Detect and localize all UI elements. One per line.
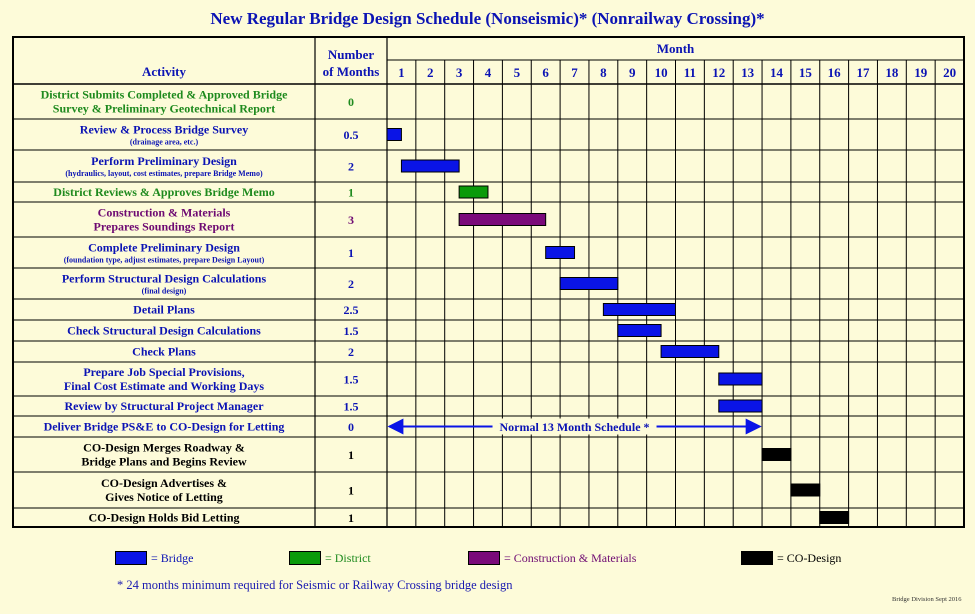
month-tick-label: 15 (798, 65, 812, 80)
legend-bridge-swatch (115, 551, 147, 565)
task-label-line2: Gives Notice of Letting (105, 490, 223, 504)
month-tick-label: 9 (628, 65, 636, 80)
header-month-group: Month (656, 41, 695, 56)
task-label: Check Plans (132, 344, 196, 359)
task-label: District Reviews & Approves Bridge Memo (53, 185, 275, 199)
task-months-value: 1.5 (343, 372, 359, 387)
month-tick-label: 4 (484, 65, 492, 80)
month-tick-label: 10 (654, 65, 668, 80)
task-bar (820, 512, 849, 524)
legend-construction-swatch (468, 551, 500, 565)
task-months-value: 1.5 (343, 399, 359, 414)
legend-construction-label: = Construction & Materials (504, 550, 637, 565)
footnote: * 24 months minimum required for Seismic or Railway Crossing bridge design (117, 578, 513, 592)
task-months-value: 1.5 (343, 324, 359, 338)
task-bar (546, 247, 575, 259)
month-tick-label: 19 (914, 65, 928, 80)
task-sublabel: (foundation type, adjust estimates, prepare Design Layout) (63, 255, 265, 265)
task-months-value: 1 (348, 483, 354, 498)
task-label-line2: Final Cost Estimate and Working Days (63, 379, 265, 393)
task-months-value: 1 (348, 448, 354, 462)
task-bar (719, 373, 762, 385)
legend-codesign-swatch (741, 551, 773, 565)
month-tick-label: 16 (827, 65, 841, 80)
task-sublabel: (hydraulics, layout, cost estimates, prepare Bridge Memo) (65, 169, 263, 178)
task-bar (459, 214, 546, 226)
task-label: Detail Plans (133, 302, 195, 317)
task-bar (401, 160, 459, 172)
task-months-value: 2 (348, 345, 354, 359)
task-label: Check Structural Design Calculations (67, 323, 261, 338)
month-tick-label: 1 (398, 65, 405, 80)
task-months-value: 1 (348, 246, 354, 260)
task-bar (603, 304, 675, 316)
task-label: CO-Design Merges Roadway & (83, 440, 245, 455)
legend-codesign (741, 550, 841, 566)
task-label: Deliver Bridge PS&E to CO-Design for Letting (43, 419, 285, 434)
month-tick-label: 8 (600, 65, 607, 80)
task-bar (387, 129, 401, 141)
task-label: District Submits Completed & Approved Bridge (40, 87, 288, 102)
task-bar (560, 278, 618, 290)
task-bar (762, 449, 791, 461)
credit: Bridge Division Sept 2016 (892, 596, 962, 603)
task-months-value: 0 (348, 420, 354, 434)
task-sublabel: (drainage area, etc.) (129, 137, 199, 147)
task-label-line2: Survey & Preliminary Geotechnical Report (52, 101, 276, 116)
month-tick-label: 18 (885, 65, 899, 80)
task-bar (791, 484, 820, 496)
schedule-span-label: Normal 13 Month Schedule * (499, 420, 650, 434)
month-tick-label: 2 (427, 65, 434, 80)
month-tick-label: 13 (741, 65, 755, 80)
task-label-line2: Prepares Soundings Report (93, 219, 235, 234)
legend-bridge-label: = Bridge (151, 550, 194, 565)
header-months-line1: Number (327, 47, 375, 62)
month-tick-label: 5 (513, 65, 521, 80)
task-label: Review & Process Bridge Survey (79, 122, 249, 137)
month-tick-label: 12 (712, 65, 726, 80)
task-label: CO-Design Advertises & (101, 476, 227, 490)
task-bar (459, 186, 488, 198)
task-label: Complete Preliminary Design (88, 240, 240, 255)
legend-construction (468, 550, 636, 566)
task-months-value: 2 (348, 277, 354, 291)
task-months-value: 2 (348, 159, 354, 174)
task-label: Prepare Job Special Provisions, (83, 365, 245, 379)
task-months-value: 1 (348, 185, 354, 200)
task-bar (618, 325, 661, 337)
task-months-value: 0 (348, 95, 354, 109)
month-tick-label: 17 (856, 65, 870, 80)
legend-codesign-label: = CO-Design (777, 550, 842, 565)
task-bar (719, 400, 762, 412)
task-months-value: 3 (348, 213, 354, 227)
task-label: CO-Design Holds Bid Letting (88, 510, 240, 525)
task-label: Review by Structural Project Manager (64, 399, 264, 413)
task-label: Construction & Materials (97, 205, 231, 220)
month-tick-label: 6 (542, 65, 549, 80)
legend-district (289, 550, 371, 566)
task-months-value: 0.5 (343, 128, 359, 142)
task-sublabel: (final design) (141, 286, 187, 296)
legend-district-label: = District (325, 550, 371, 565)
legend-bridge (115, 550, 193, 566)
task-label: Perform Preliminary Design (91, 154, 237, 168)
task-label: Perform Structural Design Calculations (61, 271, 267, 286)
task-months-value: 1 (348, 511, 354, 525)
month-tick-label: 3 (455, 65, 463, 80)
header-months-line2: of Months (322, 64, 380, 79)
task-label-line2: Bridge Plans and Begins Review (81, 454, 247, 469)
month-tick-label: 7 (571, 65, 578, 80)
month-tick-label: 14 (769, 65, 783, 80)
month-tick-label: 11 (683, 65, 697, 80)
month-tick-label: 20 (943, 65, 957, 80)
header-activity: Activity (141, 64, 187, 79)
task-bar (661, 346, 719, 358)
legend-district-swatch (289, 551, 321, 565)
chart-title: New Regular Bridge Design Schedule (Nonseismic)* (Nonrailway Crossing)* (210, 9, 765, 28)
task-months-value: 2.5 (343, 303, 359, 317)
